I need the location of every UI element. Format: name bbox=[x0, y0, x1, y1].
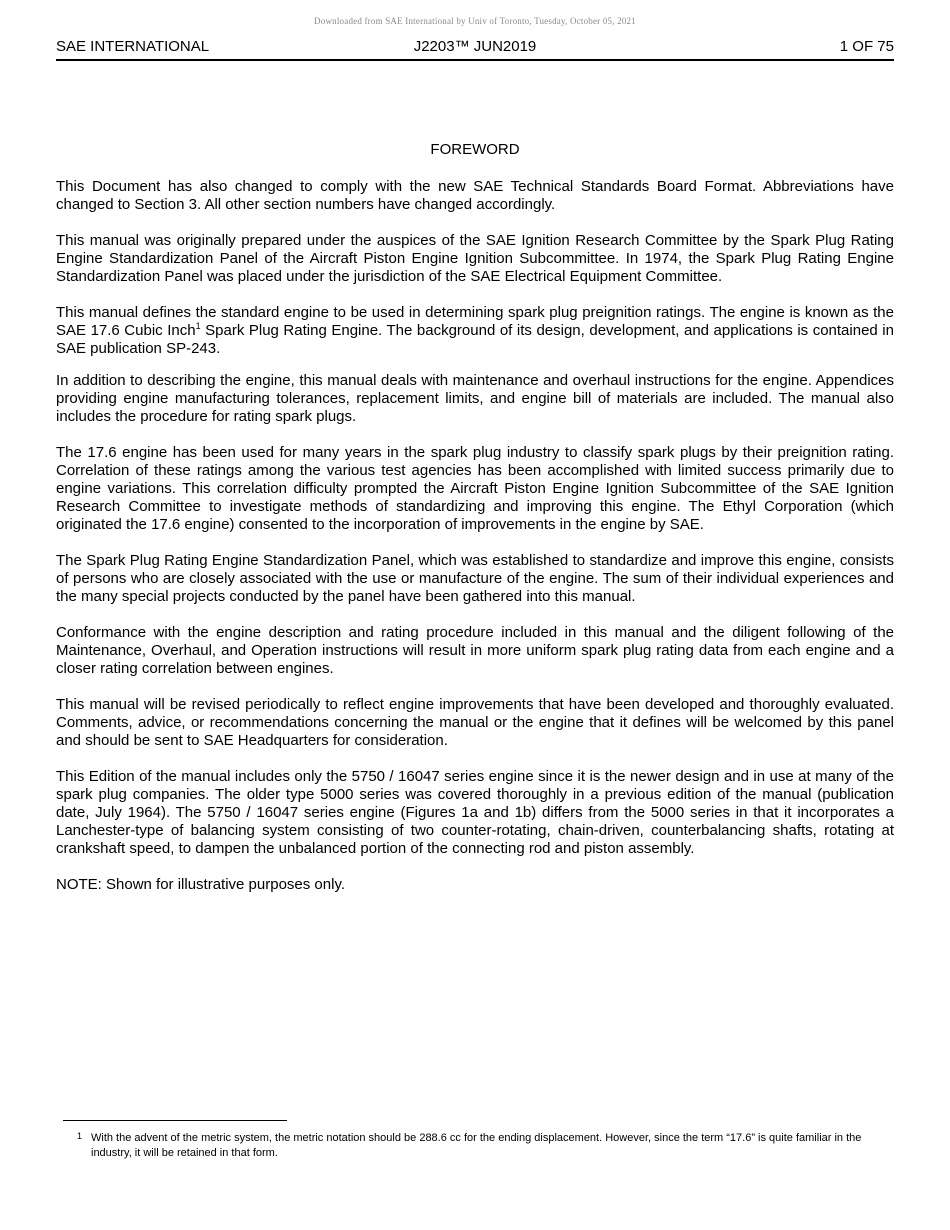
paragraph-scope: In addition to describing the engine, this manual deals with maintenance and overhaul instructions for the engine. Appendices providing engine manufacturing tolerances, replacement limits, and engine bill of materials are included. The manual also includes the procedure for rating spark plugs. bbox=[56, 372, 894, 425]
paragraph-engine-definition-end: Spark Plug Rating Engine. The background of its design, development, and applications is contained in SAE publication SP-243. bbox=[56, 322, 894, 357]
header-page-number: 1 OF 75 bbox=[839, 38, 894, 55]
header-organization: SAE INTERNATIONAL bbox=[56, 38, 210, 55]
footnote-mark: 1 bbox=[77, 1131, 83, 1141]
paragraph-engine-definition bbox=[56, 304, 894, 358]
paragraph-panel: The Spark Plug Rating Engine Standardization Panel, which was established to standardize and improve this engine, consists of persons who are closely associated with the use or manufacture of the engine. The sum of their individual experiences and the many special projects conducted by the panel have been gathered into this manual. bbox=[56, 552, 894, 605]
page-header bbox=[56, 38, 894, 61]
section-title: FOREWORD bbox=[430, 141, 520, 158]
download-watermark: Downloaded from SAE International by Univ of Toronto, Tuesday, October 05, 2021 bbox=[314, 16, 636, 26]
footnote-text: With the advent of the metric system, the metric notation should be 288.6 cc for the ending displacement. However, since the term “17.6” is quite familiar in the industry, it will be retained in that form. bbox=[91, 1132, 862, 1159]
paragraph-engine-definition-start: This manual defines the standard engine to be used in determining spark plug preignition ratings. The engine is known as the SAE 17.6 Cubic Inch bbox=[56, 304, 894, 339]
paragraph-history: The 17.6 engine has been used for many years in the spark plug industry to classify spark plugs by their preignition rating. Correlation of these ratings among the various test agencies has been accomplished with limited success primarily due to engine variations. This correlation difficulty prompted the Aircraft Piston Engine Ignition Subcommittee of the SAE Ignition Research Committee to investigate methods of standardizing and improving this engine. The Ethyl Corporation (which originated the 17.6 engine) consented to the incorporation of improvements in the engine by SAE. bbox=[56, 444, 894, 533]
footnote bbox=[77, 1131, 881, 1161]
footnote-separator bbox=[63, 1120, 287, 1121]
paragraph-revision: This manual will be revised periodically to reflect engine improvements that have been developed and thoroughly evaluated. Comments, advice, or recommendations concerning the manual or the engine that it defines will be welcomed by this panel and should be sent to SAE Headquarters for consideration. bbox=[56, 696, 894, 749]
paragraph-format-change: This Document has also changed to comply with the new SAE Technical Standards Board Format. Abbreviations have changed to Section 3. All other section numbers have changed accordingly. bbox=[56, 178, 894, 213]
foreword-body bbox=[56, 178, 894, 912]
paragraph-conformance: Conformance with the engine description and rating procedure included in this manual and the diligent following of the Maintenance, Overhaul, and Operation instructions will result in more uniform spark plug rating data from each engine and a closer rating correlation between engines. bbox=[56, 624, 894, 677]
header-document-id: J2203™ JUN2019 bbox=[413, 38, 537, 55]
footnote-reference[interactable]: 1 bbox=[195, 321, 201, 331]
paragraph-edition: This Edition of the manual includes only the 5750 / 16047 series engine since it is the newer design and in use at many of the spark plug companies. The older type 5000 series was covered thoroughly in a previous edition of the manual (publication date, July 1964). The 5750 / 16047 series engine (Figures 1a and 1b) differs from the 5000 series in that it incorporates a Lanchester-type of balancing system consisting of two counter-rotating, chain-driven, counterbalancing shafts, rotating at crankshaft speed, to dampen the unbalanced portion of the connecting rod and piston assembly. bbox=[56, 768, 894, 857]
paragraph-origin: This manual was originally prepared under the auspices of the SAE Ignition Research Committee by the Spark Plug Rating Engine Standardization Panel of the Aircraft Piston Engine Ignition Subcommittee. In 1974, the Spark Plug Rating Engine Standardization Panel was placed under the jurisdiction of the SAE Electrical Equipment Committee. bbox=[56, 232, 894, 285]
note: NOTE: Shown for illustrative purposes only. bbox=[56, 876, 346, 893]
